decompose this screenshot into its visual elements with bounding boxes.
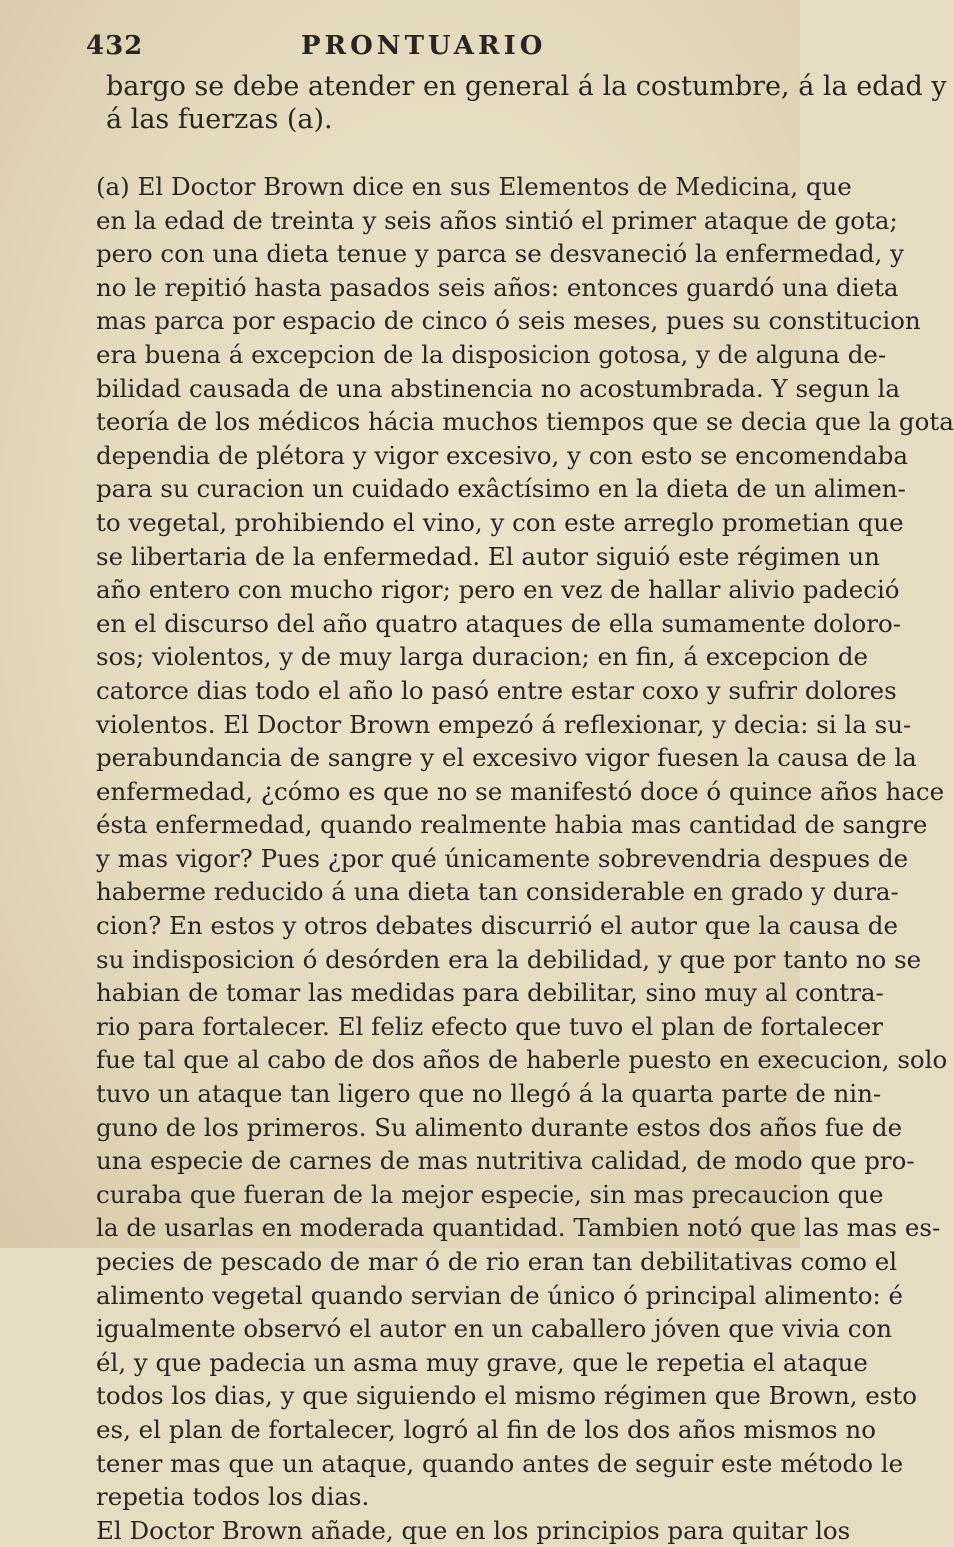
footnote-line: y mas vigor? Pues ¿por qué únicamente sobrevendria despues de [96, 843, 909, 873]
footnote-line: ésta enfermedad, quando realmente habia mas cantidad de sangre [96, 810, 928, 840]
footnote-line: en el discurso del año quatro ataques de ella sumamente doloro- [96, 608, 902, 638]
footnote-line: es, el plan de fortalecer, logró al fin de los dos años mismos no [96, 1414, 876, 1444]
footnote-line: guno de los primeros. Su alimento durante estos dos años fue de [96, 1112, 903, 1142]
footnote-line: tuvo un ataque tan ligero que no llegó á la quarta parte de nin- [96, 1079, 882, 1109]
footnote-line: pero con una dieta tenue y parca se desvaneció la enfermedad, y [96, 239, 904, 269]
footnote-line: bilidad causada de una abstinencia no acostumbrada. Y segun la [96, 373, 900, 403]
main-text-line: bargo se debe atender en general á la costumbre, á la edad y [106, 71, 947, 102]
footnote-line: todos los dias, y que siguiendo el mismo régimen que Brown, esto [96, 1381, 917, 1411]
footnote-line: era buena á excepcion de la disposicion gotosa, y de alguna de- [96, 339, 887, 369]
footnote-line: año entero con mucho rigor; pero en vez de hallar alivio padeció [96, 575, 900, 605]
footnote-line: El Doctor Brown añade, que en los principios para quitar los [96, 1515, 851, 1545]
running-title: PRONTUARIO [301, 31, 547, 61]
footnote-line: él, y que padecia un asma muy grave, que le repetia el ataque [96, 1347, 868, 1377]
footnote-line: sos; violentos, y de muy larga duracion; en fin, á excepcion de [96, 642, 869, 672]
footnote-line: enfermedad, ¿cómo es que no se manifestó doce ó quince años hace [96, 776, 945, 806]
footnote-line: dependia de plétora y vigor excesivo, y con esto se encomendaba [96, 440, 908, 470]
main-text [106, 70, 947, 136]
footnote-line: se libertaria de la enfermedad. El autor siguió este régimen un [96, 541, 880, 571]
footnote-line: alimento vegetal quando servian de único ó principal alimento: é [96, 1280, 904, 1310]
footnote-line: curaba que fueran de la mejor especie, sin mas precaucion que [96, 1179, 884, 1209]
footnote-line: la de usarlas en moderada quantidad. Tambien notó que las mas es- [96, 1213, 941, 1243]
footnote-line: igualmente observó el autor en un caballero jóven que vivia con [96, 1314, 893, 1344]
footnote-line: una especie de carnes de mas nutritiva calidad, de modo que pro- [96, 1146, 915, 1176]
footnote-line: to vegetal, prohibiendo el vino, y con este arreglo prometian que [96, 507, 904, 537]
footnote-line: (a) El Doctor Brown dice en sus Elementos de Medicina, que [96, 172, 852, 201]
footnote-line: teoría de los médicos hácia muchos tiempos que se decia que la gota [96, 407, 954, 437]
footnote-line: para su curacion un cuidado exâctísimo en la dieta de un alimen- [96, 474, 906, 504]
page-number: 432 [86, 31, 144, 61]
footnote-line: habian de tomar las medidas para debilitar, sino muy al contra- [96, 978, 884, 1008]
footnote-line: catorce dias todo el año lo pasó entre estar coxo y sufrir dolores [96, 675, 897, 705]
footnote-line: su indisposicion ó desórden era la debilidad, y que por tanto no se [96, 944, 922, 974]
footnote-line: cion? En estos y otros debates discurrió el autor que la causa de [96, 911, 898, 941]
footnote-line: violentos. El Doctor Brown empezó á reflexionar, y decia: si la su- [96, 709, 912, 739]
footnote-line: mas parca por espacio de cinco ó seis meses, pues su constitucion [96, 306, 921, 336]
footnote-line: tener mas que un ataque, quando antes de seguir este método le [96, 1448, 904, 1478]
footnote-line: repetia todos los dias. [96, 1482, 370, 1512]
footnote-line: haberme reducido á una dieta tan considerable en grado y dura- [96, 877, 899, 907]
footnote-line: pecies de pescado de mar ó de rio eran tan debilitativas como el [96, 1247, 898, 1276]
footnote-line: no le repitió hasta pasados seis años: entonces guardó una dieta [96, 272, 899, 302]
footnote [96, 170, 954, 1547]
main-text-line: á las fuerzas (a). [106, 104, 333, 135]
footnote-line: en la edad de treinta y seis años sintió el primer ataque de gota; [96, 205, 898, 235]
footnote-line: rio para fortalecer. El feliz efecto que tuvo el plan de fortalecer [96, 1011, 884, 1041]
footnote-line: perabundancia de sangre y el excesivo vigor fuesen la causa de la [96, 743, 917, 773]
footnote-line: fue tal que al cabo de dos años de haberle puesto en execucion, solo [96, 1045, 948, 1075]
